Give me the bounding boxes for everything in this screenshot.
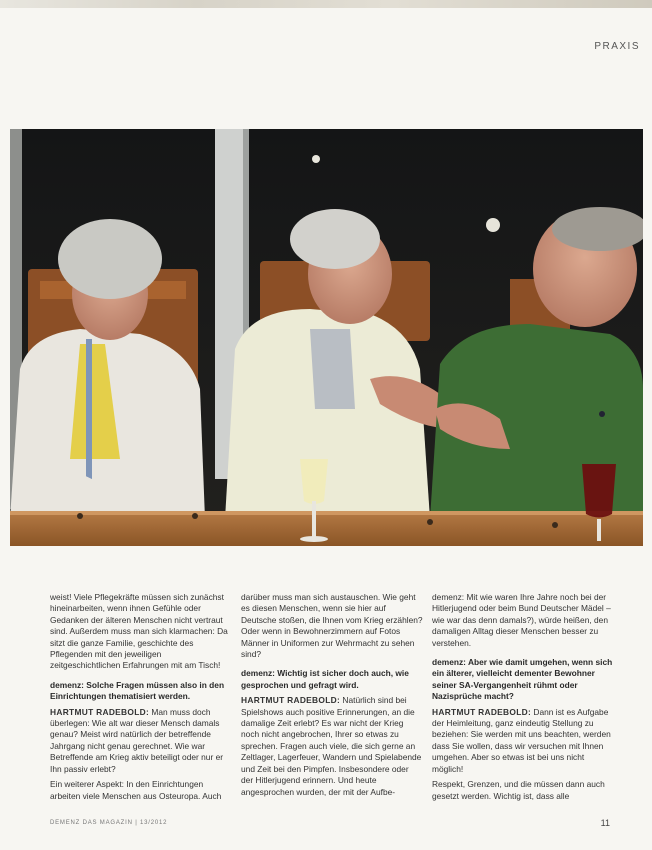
speaker-name: HARTMUT RADEBOLD: (432, 706, 532, 717)
answer-paragraph (241, 695, 423, 798)
speaker-name: HARTMUT RADEBOLD: (241, 695, 341, 706)
paragraph: Ein weiterer Aspekt: In den Einrichtungen arbeiten viele Menschen aus Osteuropa. Auch (50, 779, 222, 801)
photo-three-seniors (10, 129, 643, 546)
top-edge-strip (0, 0, 652, 8)
answer-paragraph (50, 707, 232, 775)
page-number: 11 (600, 818, 610, 828)
paragraph: demenz: Mit wie waren Ihre Jahre noch bei der Hitlerjugend oder beim Bund Deutscher Mädel – wie war das denn damals?), würde heißen, den damaligen Alltag dieser Menschen besser zu verstehen. (432, 592, 611, 648)
text-column-1 (50, 592, 232, 806)
photo-illustration (10, 129, 643, 546)
speaker-name: HARTMUT RADEBOLD: (50, 706, 150, 717)
answer-text: Natürlich sind bei Spielshows auch positive Erinnerungen, an die damalige Zeit erlebt? Es war nicht der Krieg noch nicht angebrochen, Ihrer so etwas zu sprechen. Fragen auch viele, die sich gerne an Zeltlager, Lagerfeuer, Wandern und Spielabende und Zeit bei den Pimpfen. Insbesondere oder der Hitlerjugend erinnern. Und heute angesprochen wurden, der mit der Aufbe- (241, 695, 422, 797)
answer-paragraph (432, 707, 614, 775)
paragraph: Respekt, Grenzen, und die müssen dann auch gesetzt werden. Wichtig ist, dass alle (432, 779, 605, 801)
answer-text: Man muss doch überlegen: Wie alt war dieser Mensch damals genau? Meist wird natürlich der betreffende Jahrgang nicht genau gerechnet. Wie war Betreffende am Krieg aktiv beteiligt oder nur er Ihn passiv erlebt? (50, 706, 224, 774)
answer-text: Dann ist es Aufgabe der Heimleitung, ganz eindeutig Stellung zu beziehen: Sie werden mit uns beachten, werden dass Sie wollen, dass wir versuchen mit Ihnen umgehen. Aber so etwas ist bei uns nicht möglich! (432, 706, 611, 774)
paragraph: darüber muss man sich austauschen. Wie geht es diesen Menschen, wenn sie hier auf Deutsche stoßen, die Ihnen vom Krieg erzählen? Oder wenn in Bewohnerzimmern auf Fotos Männer in Uniformen zur Wehrmacht zu sehen sind? (241, 592, 423, 660)
interview-question: demenz: Aber wie damit umgehen, wenn sich ein älterer, vielleicht dementer Bewohner seiner SA-Vergangenheit rühmt oder Nazisprüche macht? (432, 657, 613, 702)
interview-question: demenz: Solche Fragen müssen also in den Einrichtungen thematisiert werden. (50, 679, 225, 702)
paragraph: weist! Viele Pflegekräfte müssen sich zunächst hineinarbeiten, wenn ihnen Gefühle oder Gedanken der älteren Menschen nicht vertraut sind. Außerdem muss man sich klarmachen: Da sitzt die ganze Familie, geschichte des Pflegenden mit den jeweiligen zeitgeschichtlichen Erfahrungen mit am Tisch! (50, 592, 228, 671)
section-label: PRAXIS (594, 41, 640, 52)
publication-footer: DEMENZ DAS MAGAZIN | 13/2012 (50, 820, 168, 826)
interview-question: demenz: Wichtig ist sicher doch auch, wie gesprochen und gefragt wird. (241, 668, 409, 690)
text-column-3 (432, 592, 614, 806)
text-column-2 (241, 592, 423, 802)
